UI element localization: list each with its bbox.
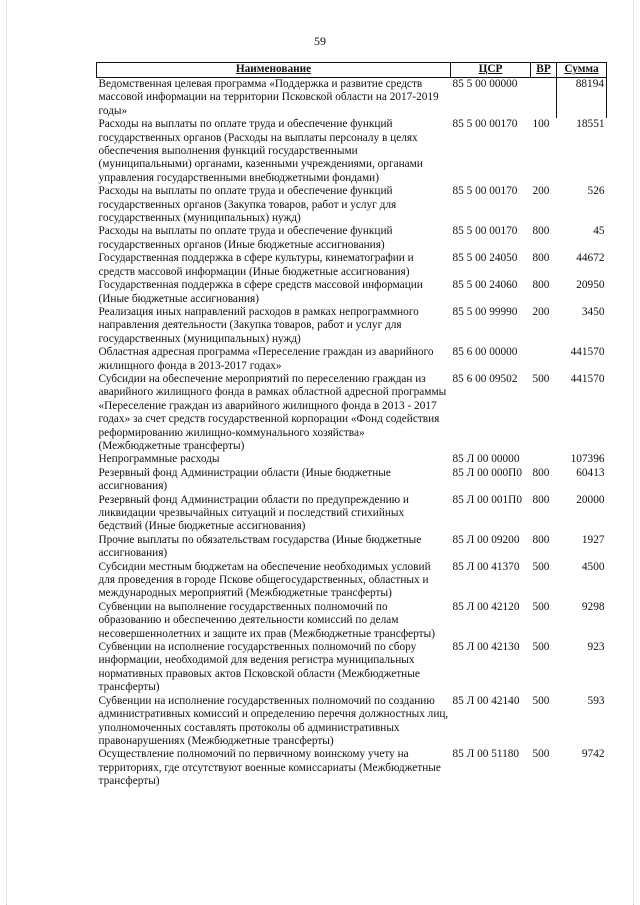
cell-sum: 526 — [587, 185, 605, 198]
cell-name: Осуществление полномочий по первичному воинскому учету на территориях, где отсутствуют военные комиссариаты (Межбюджетные трансферты) — [98, 748, 441, 788]
cell-vr — [531, 78, 557, 119]
cell-sum: 44672 — [576, 252, 605, 265]
cell-vr — [531, 453, 557, 466]
cell-vr: 800 — [532, 252, 550, 265]
cell-vr: 500 — [532, 694, 550, 707]
cell-name: Субвенции на исполнение государственных полномочий по сбору информации, необходимой для ведения регистра муниципальных нормативных правовых актов Псковской области (Межбюджетные трансферты) — [98, 641, 420, 694]
scan-edge-left — [6, 0, 9, 905]
cell-csr: 85 Л 00 000П0 — [452, 466, 522, 479]
cell-name: Реализация иных направлений расходов в рамках непрограммного направления деятельности (Закупка товаров, работ и услуг для государственных (муниципальных) нужд) — [98, 305, 419, 345]
cell-csr: 85 Л 00 42120 — [452, 600, 520, 613]
cell-csr: 85 Л 00 09200 — [452, 533, 520, 546]
table-row — [97, 225, 607, 252]
cell-name: Резервный фонд Администрации области (Иные бюджетные ассигнования) — [98, 466, 391, 493]
table-row — [97, 279, 607, 306]
cell-name: Субсидии на обеспечение мероприятий по переселению граждан из аварийного жилищного фонда в рамках областной адресной программы «Переселение граждан из аварийного жилищного фонда в 2013 - 2017 годах» за счет средств государственной корпорации «Фонд содействия реформированию жилищно-коммунального хозяйства» (Межбюджетные трансферты) — [98, 372, 447, 452]
table-row — [97, 601, 607, 641]
cell-csr: 85 Л 00 51180 — [452, 748, 520, 761]
table-row — [97, 534, 607, 561]
cell-sum: 45 — [593, 225, 605, 238]
table-header — [97, 63, 607, 78]
table-row — [97, 561, 607, 601]
cell-csr: 85 Л 00 00000 — [452, 453, 520, 466]
cell-csr: 85 6 00 09502 — [452, 372, 518, 385]
page-number: 59 — [314, 34, 326, 48]
cell-csr: 85 5 00 24050 — [452, 252, 518, 265]
header-row — [97, 63, 607, 78]
cell-sum: 441570 — [570, 346, 605, 359]
table-row — [97, 453, 607, 466]
cell-name: Субвенции на исполнение государственных полномочий по созданию административных комиссий и определению перечня должностных лиц, уполномоченных составлять протоколы об административных правонарушениях (Межбюджетные трансферты) — [98, 694, 449, 747]
table-row — [97, 748, 607, 788]
cell-vr: 800 — [532, 533, 550, 546]
table-row — [97, 494, 607, 534]
table-row — [97, 118, 607, 185]
cell-vr: 200 — [532, 305, 550, 318]
cell-vr: 100 — [532, 118, 550, 131]
table-row — [97, 373, 607, 453]
cell-vr: 800 — [532, 225, 550, 238]
cell-name: Непрограммные расходы — [98, 453, 220, 466]
cell-sum: 593 — [587, 694, 605, 707]
cell-csr: 85 Л 00 41370 — [452, 560, 520, 573]
cell-csr: 85 5 00 00170 — [452, 118, 518, 131]
cell-sum: 3450 — [581, 305, 605, 318]
cell-csr: 85 5 00 24060 — [452, 279, 518, 292]
table-row — [97, 467, 607, 494]
cell-sum: 88194 — [557, 78, 607, 119]
cell-csr: 85 5 00 99990 — [452, 305, 518, 318]
cell-sum: 4500 — [581, 560, 605, 573]
table-row — [97, 252, 607, 279]
table-body — [97, 78, 607, 789]
header-sum: Сумма — [557, 63, 607, 78]
table-row — [97, 695, 607, 749]
cell-name: Прочие выплаты по обязательствам государства (Иные бюджетные ассигнования) — [98, 533, 422, 560]
cell-csr: 85 Л 00 42140 — [452, 694, 520, 707]
cell-vr: 500 — [532, 372, 550, 385]
cell-sum: 20000 — [576, 493, 605, 506]
table-row — [97, 78, 607, 119]
cell-sum: 107396 — [570, 453, 605, 466]
cell-vr: 800 — [532, 493, 550, 506]
cell-name: Расходы на выплаты по оплате труда и обеспечение функций государственных органов (Расходы на выплаты персоналу в целях обеспечения выполнения функций государственными (муниципальными) органами, казенными учреждениями, органами управления государственными внебюджетными фондами) — [98, 118, 423, 184]
cell-name: Государственная поддержка в сфере культуры, кинематографии и средств массовой информации (Иные бюджетные ассигнования) — [98, 252, 414, 278]
cell-vr: 800 — [532, 466, 550, 479]
cell-sum: 9742 — [581, 748, 605, 761]
cell-vr: 500 — [532, 600, 550, 613]
cell-name: Расходы на выплаты по оплате труда и обеспечение функций государственных органов (Закупка товаров, работ и услуг для государственных (муниципальных) нужд) — [98, 185, 397, 225]
cell-name: Ведомственная целевая программа «Поддержка и развитие средств массовой информации на территории Псковской области на 2017-2019 годы» — [97, 78, 451, 119]
cell-sum: 60413 — [576, 466, 605, 479]
cell-vr: 500 — [532, 641, 550, 654]
cell-sum: 20950 — [576, 279, 605, 292]
cell-csr: 85 5 00 00170 — [452, 185, 518, 198]
header-csr: ЦСР — [451, 63, 531, 78]
cell-vr: 200 — [532, 185, 550, 198]
cell-csr: 85 5 00 00000 — [451, 78, 531, 119]
cell-name: Областная адресная программа «Переселение граждан из аварийного жилищного фонда в 2013-2017 годах» — [98, 346, 434, 372]
cell-csr: 85 6 00 00000 — [452, 346, 518, 359]
table-row — [97, 641, 607, 695]
cell-name: Расходы на выплаты по оплате труда и обеспечение функций государственных органов (Иные бюджетные ассигнования) — [98, 225, 393, 251]
cell-csr: 85 Л 00 001П0 — [452, 493, 522, 506]
cell-name: Субсидии местным бюджетам на обеспечение необходимых условий для проведения в городе Пскове общегосударственных, областных и международных мероприятий (Межбюджетные трансферты) — [98, 560, 431, 600]
table-row — [97, 306, 607, 346]
cell-name: Субвенции на выполнение государственных полномочий по образованию и обеспечению деятельности комиссий по делам несовершеннолетних и защите их прав (Межбюджетные трансферты) — [98, 600, 435, 640]
cell-sum: 18551 — [576, 118, 605, 131]
table-row — [97, 185, 607, 225]
cell-vr: 500 — [532, 560, 550, 573]
cell-name: Резервный фонд Администрации области по предупреждению и ликвидации чрезвычайных ситуаций и последствий стихийных бедствий (Иные бюджетные ассигнования) — [98, 493, 409, 533]
cell-csr: 85 Л 00 42130 — [452, 641, 520, 654]
header-name: Наименование — [97, 63, 451, 78]
table-row — [97, 346, 607, 373]
cell-sum: 1927 — [581, 533, 605, 546]
cell-vr: 500 — [532, 748, 550, 761]
header-vr: ВР — [531, 63, 557, 78]
cell-sum: 9298 — [581, 600, 605, 613]
budget-table — [96, 62, 607, 789]
cell-name: Государственная поддержка в сфере средств массовой информации (Иные бюджетные ассигнования) — [98, 279, 423, 305]
scan-edge-right — [633, 0, 636, 905]
cell-csr: 85 5 00 00170 — [452, 225, 518, 238]
cell-vr — [531, 346, 557, 373]
cell-sum: 923 — [587, 641, 605, 654]
cell-sum: 441570 — [570, 372, 605, 385]
cell-vr: 800 — [532, 279, 550, 292]
